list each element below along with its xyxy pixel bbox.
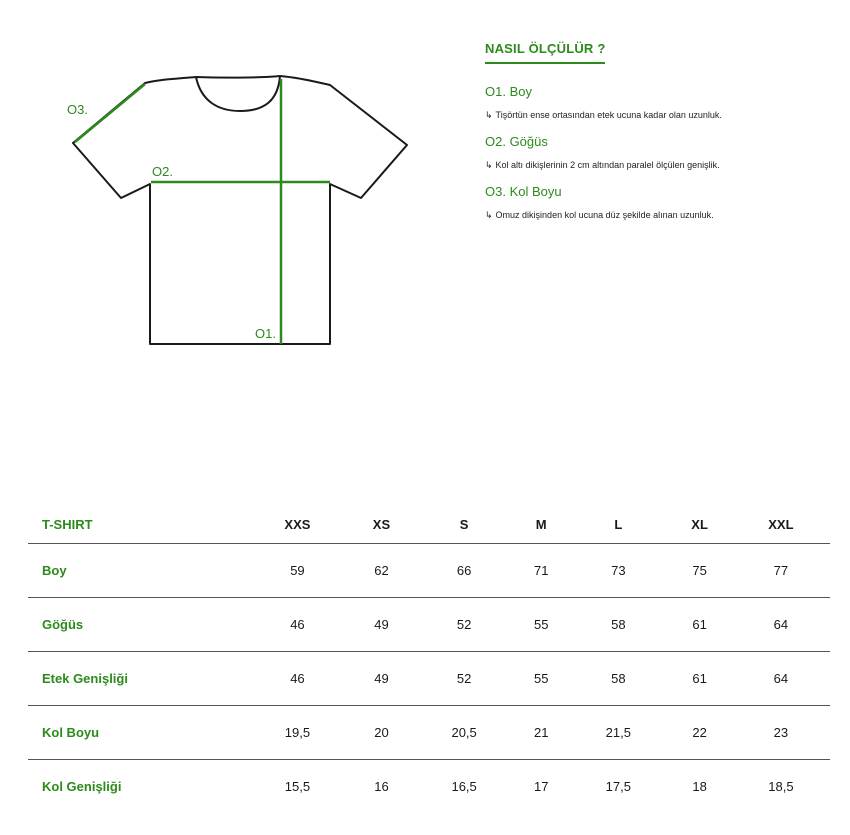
table-row xyxy=(28,760,830,814)
table-cell: 18 xyxy=(692,779,707,794)
table-row xyxy=(28,598,830,652)
tshirt-collar xyxy=(196,76,280,111)
measure-lines xyxy=(75,79,330,344)
table-cell: 15,5 xyxy=(284,779,311,794)
how-to-measure-panel xyxy=(485,40,825,234)
table-cell: 77 xyxy=(732,544,830,598)
row-label: Göğüs xyxy=(28,598,247,652)
table-cell: 19,5 xyxy=(247,706,348,760)
step-title-length: O1. Boy xyxy=(485,84,532,99)
step-desc-text: Omuz dikişinden kol ucuna düz şekilde alınan uzunluk. xyxy=(495,210,714,220)
table-cell: 62 xyxy=(348,544,415,598)
table-cell: 46 xyxy=(247,652,348,706)
size-header-xxs: XXS xyxy=(247,505,348,544)
table-cell: 75 xyxy=(667,544,731,598)
table-cell: 64 xyxy=(732,652,830,706)
how-to-measure-title: NASIL ÖLÇÜLÜR ? xyxy=(485,41,605,64)
step-title-sleeve: O3. Kol Boyu xyxy=(485,184,562,199)
table-cell: 58 xyxy=(569,598,667,652)
table-cell: 49 xyxy=(348,598,415,652)
table-cell: 21,5 xyxy=(569,706,667,760)
table-cell: 17,5 xyxy=(605,779,631,794)
table-cell: 16,5 xyxy=(451,779,477,794)
table-cell: 17 xyxy=(533,779,549,794)
table-cell: 21 xyxy=(513,706,569,760)
step-desc-text: Kol altı dikişlerinin 2 cm altından paralel ölçülen genişlik. xyxy=(495,160,720,170)
arrow-icon: ↳ xyxy=(485,160,493,170)
table-row xyxy=(28,544,830,598)
arrow-icon: ↳ xyxy=(485,210,493,220)
table-cell: 64 xyxy=(732,598,830,652)
table-cell: 52 xyxy=(415,598,513,652)
table-cell: 23 xyxy=(732,706,830,760)
size-header-xs: XS xyxy=(348,505,415,544)
size-header-xxl: XXL xyxy=(732,505,830,544)
table-cell: 55 xyxy=(513,598,569,652)
table-cell: 71 xyxy=(513,544,569,598)
row-label: Kol Boyu xyxy=(28,706,247,760)
table-cell: 49 xyxy=(348,652,415,706)
size-header-l: L xyxy=(569,505,667,544)
table-cell: 46 xyxy=(247,598,348,652)
table-row xyxy=(28,652,830,706)
label-length: O1. xyxy=(255,326,276,341)
table-cell: 20,5 xyxy=(415,706,513,760)
table-cell: 58 xyxy=(569,652,667,706)
row-label: Boy xyxy=(28,544,247,598)
table-cell: 61 xyxy=(667,598,731,652)
tshirt-outline xyxy=(73,76,407,344)
step-desc-chest xyxy=(485,159,825,171)
table-cell: 73 xyxy=(569,544,667,598)
table-corner-label: T-SHIRT xyxy=(28,505,247,544)
table-cell: 55 xyxy=(513,652,569,706)
step-desc-sleeve xyxy=(485,209,825,221)
table-cell: 18,5 xyxy=(768,779,794,794)
measure-steps xyxy=(485,84,825,221)
row-label: Kol Genişliği xyxy=(42,779,122,794)
table-header-row xyxy=(28,505,830,544)
label-sleeve: O3. xyxy=(67,102,88,117)
table-cell: 16 xyxy=(374,779,389,794)
label-chest: O2. xyxy=(152,164,173,179)
step-desc-length xyxy=(485,109,825,121)
table-cell: 52 xyxy=(415,652,513,706)
table-cell: 20 xyxy=(348,706,415,760)
table-row xyxy=(28,706,830,760)
step-desc-text: Tişörtün ense ortasından etek ucuna kadar olan uzunluk. xyxy=(495,110,722,120)
size-header-s: S xyxy=(415,505,513,544)
table-cell: 59 xyxy=(247,544,348,598)
step-title-chest: O2. Göğüs xyxy=(485,134,548,149)
size-header-xl: XL xyxy=(667,505,731,544)
table-cell: 22 xyxy=(667,706,731,760)
size-chart-table xyxy=(28,505,830,813)
tshirt-body-outline xyxy=(73,76,407,344)
table-cell: 61 xyxy=(667,652,731,706)
tshirt-measurement-diagram xyxy=(0,0,440,370)
row-label: Etek Genişliği xyxy=(28,652,247,706)
table-cell: 66 xyxy=(415,544,513,598)
size-header-m: M xyxy=(513,505,569,544)
arrow-icon: ↳ xyxy=(485,110,493,120)
